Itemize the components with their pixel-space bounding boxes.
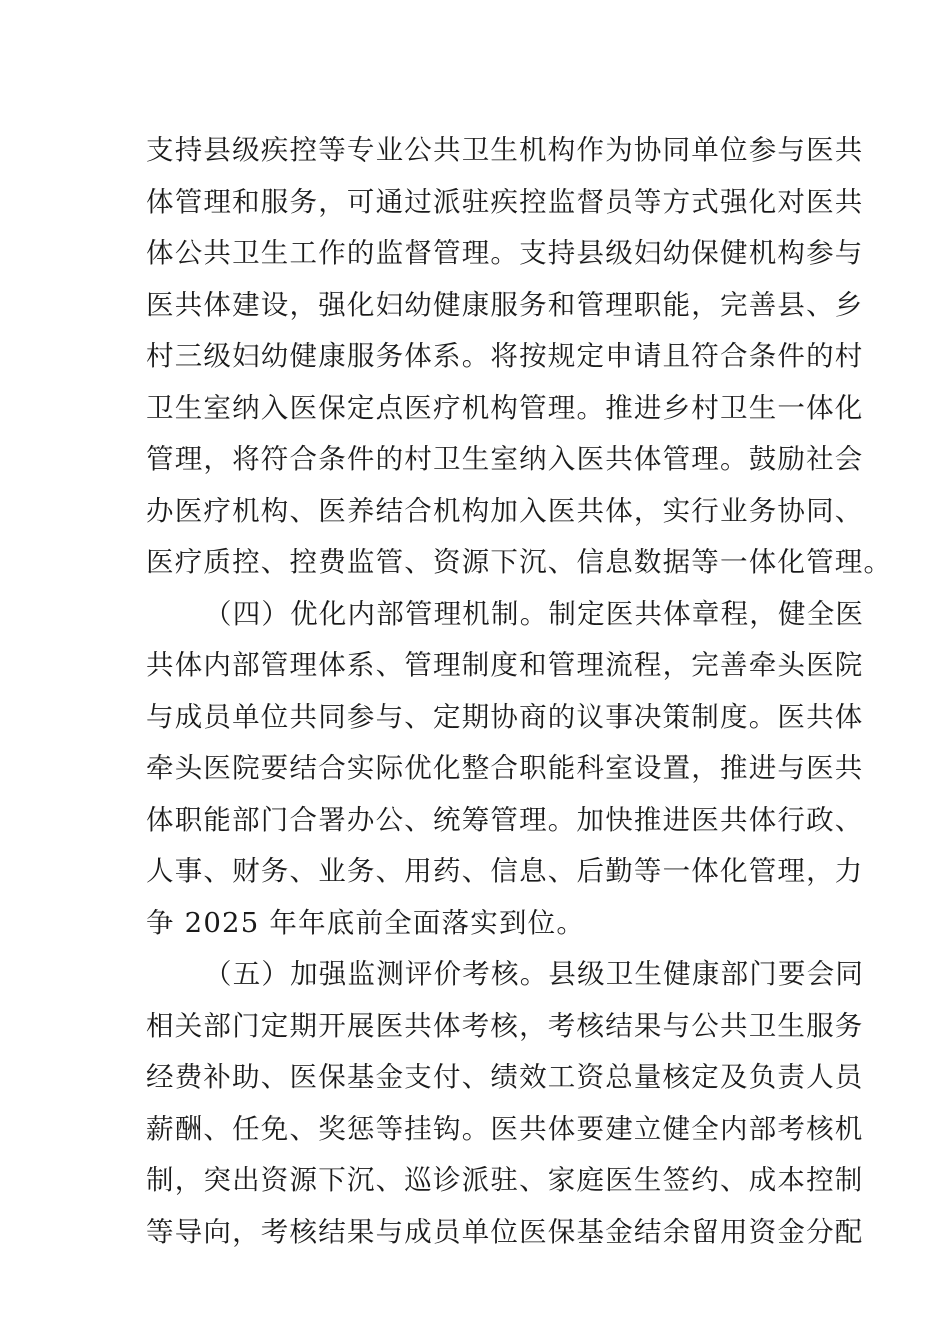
paragraph-1 [146, 125, 893, 589]
text-line: 体管理和服务，可通过派驻疾控监督员等方式强化对医共 [146, 185, 864, 218]
text-line: 薪酬、任免、奖惩等挂钩。医共体要建立健全内部考核机 [146, 1112, 864, 1145]
text-line: 经费补助、医保基金支付、绩效工资总量核定及负责人员 [146, 1061, 864, 1093]
text-line: 人事、财务、业务、用药、信息、后勤等一体化管理，力 [146, 855, 864, 887]
section-heading-line: （四）优化内部管理机制。制定医共体章程，健全医 [204, 597, 865, 630]
text-line: 牵头医院要结合实际优化整合职能科室设置，推进与医共 [146, 752, 864, 784]
text-line: 医疗质控、控费监管、资源下沉、信息数据等一体化管理。 [146, 546, 893, 578]
section-heading-line: （五）加强监测评价考核。县级卫生健康部门要会同 [204, 958, 865, 990]
text-line: 支持县级疾控等专业公共卫生机构作为协同单位参与医共 [146, 134, 864, 166]
text-line: 制，突出资源下沉、巡诊派驻、家庭医生签约、成本控制 [146, 1164, 864, 1196]
paragraph-3-section-five [146, 949, 865, 1258]
text-line: 与成员单位共同参与、定期协商的议事决策制度。医共体 [146, 700, 864, 733]
paragraph-2-section-four [146, 589, 865, 950]
text-line: 争 2025 年年底前全面落实到位。 [146, 906, 586, 939]
text-line: 医共体建设，强化妇幼健康服务和管理职能，完善县、乡 [146, 288, 864, 321]
document-body [146, 125, 893, 1258]
text-line: 办医疗机构、医养结合机构加入医共体，实行业务协同、 [146, 494, 864, 527]
text-line: 卫生室纳入医保定点医疗机构管理。推进乡村卫生一体化 [146, 391, 864, 424]
text-line: 村三级妇幼健康服务体系。将按规定申请且符合条件的村 [146, 340, 864, 372]
text-line: 体公共卫生工作的监督管理。支持县级妇幼保健机构参与 [146, 237, 864, 269]
text-line: 等导向，考核结果与成员单位医保基金结余留用资金分配 [146, 1215, 864, 1248]
text-line: 相关部门定期开展医共体考核，考核结果与公共卫生服务 [146, 1009, 864, 1042]
text-line: 体职能部门合署办公、统筹管理。加快推进医共体行政、 [146, 803, 864, 836]
text-line: 管理，将符合条件的村卫生室纳入医共体管理。鼓励社会 [146, 443, 864, 475]
text-line: 共体内部管理体系、管理制度和管理流程，完善牵头医院 [146, 649, 864, 681]
